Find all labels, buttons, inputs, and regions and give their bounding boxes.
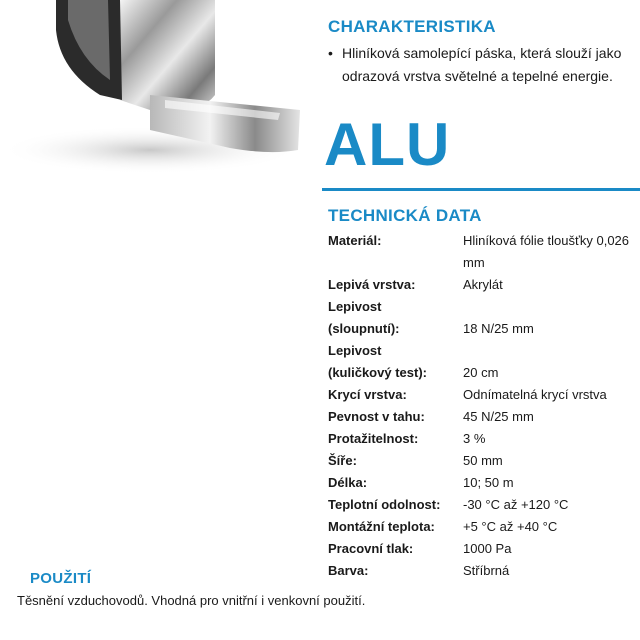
- spec-label: Pevnost v tahu:: [328, 409, 425, 424]
- spec-label: Pracovní tlak:: [328, 541, 414, 556]
- spec-value: Hliníková fólie tloušťky 0,026 mm: [463, 233, 630, 270]
- spec-value: Odnímatelná krycí vrstva: [463, 387, 607, 402]
- roll-body: [120, 0, 215, 111]
- spec-label: Barva:: [328, 563, 369, 578]
- spec-row: [328, 516, 640, 538]
- spec-row: [328, 450, 640, 472]
- spec-label: Délka:: [328, 475, 368, 490]
- spec-label: Materiál:: [328, 233, 382, 248]
- spec-label: Lepivost: [328, 299, 382, 314]
- spec-row: [328, 230, 640, 274]
- product-title: ALU: [324, 111, 451, 178]
- spec-row: [328, 296, 640, 318]
- spec-value: 10; 50 m: [463, 475, 514, 490]
- technical-data-heading: TECHNICKÁ DATA: [328, 206, 482, 225]
- spec-row: [328, 340, 640, 362]
- technical-data-table: [328, 230, 640, 582]
- spec-row: [328, 274, 640, 296]
- aluminium-tape-roll-image: [0, 0, 310, 175]
- spec-value: 50 mm: [463, 453, 503, 468]
- spec-row: [328, 494, 640, 516]
- spec-value: 20 cm: [463, 365, 499, 380]
- spec-row: [328, 406, 640, 428]
- spec-value: 1000 Pa: [463, 541, 512, 556]
- spec-label: Krycí vrstva:: [328, 387, 407, 402]
- characteristics-list: [328, 42, 628, 88]
- characteristics-text: Hliníková samolepící páska, která slouží jako odrazová vrstva světelné a tepelné energie.: [342, 45, 622, 84]
- spec-label: Protažitelnost:: [328, 431, 419, 446]
- spec-label: Lepivá vrstva:: [328, 277, 416, 292]
- spec-row: [328, 318, 640, 340]
- spec-row: [328, 362, 640, 384]
- spec-value: 45 N/25 mm: [463, 409, 534, 424]
- spec-label: (kuličkový test):: [328, 365, 427, 380]
- characteristics-heading: CHARAKTERISTIKA: [328, 17, 496, 36]
- spec-value: Stříbrná: [463, 563, 510, 578]
- spec-value: +5 °C až +40 °C: [463, 519, 558, 534]
- spec-row: [328, 428, 640, 450]
- spec-label: Šíře:: [328, 453, 357, 468]
- spec-row: [328, 560, 640, 582]
- usage-text: Těsnění vzduchovodů. Vhodná pro vnitřní i venkovní použití.: [17, 593, 366, 608]
- spec-row: [328, 472, 640, 494]
- spec-label: Lepivost: [328, 343, 382, 358]
- spec-label: Montážní teplota:: [328, 519, 435, 534]
- spec-label: (sloupnutí):: [328, 321, 400, 336]
- spec-value: 3 %: [463, 431, 486, 446]
- bullet-icon: •: [328, 45, 333, 61]
- spec-value: -30 °C až +120 °C: [463, 497, 569, 512]
- spec-row: [328, 384, 640, 406]
- spec-row: [328, 538, 640, 560]
- spec-value: Akrylát: [463, 277, 503, 292]
- title-divider: [322, 188, 640, 191]
- spec-label: Teplotní odolnost:: [328, 497, 441, 512]
- spec-value: 18 N/25 mm: [463, 321, 534, 336]
- usage-heading: POUŽITÍ: [30, 570, 92, 587]
